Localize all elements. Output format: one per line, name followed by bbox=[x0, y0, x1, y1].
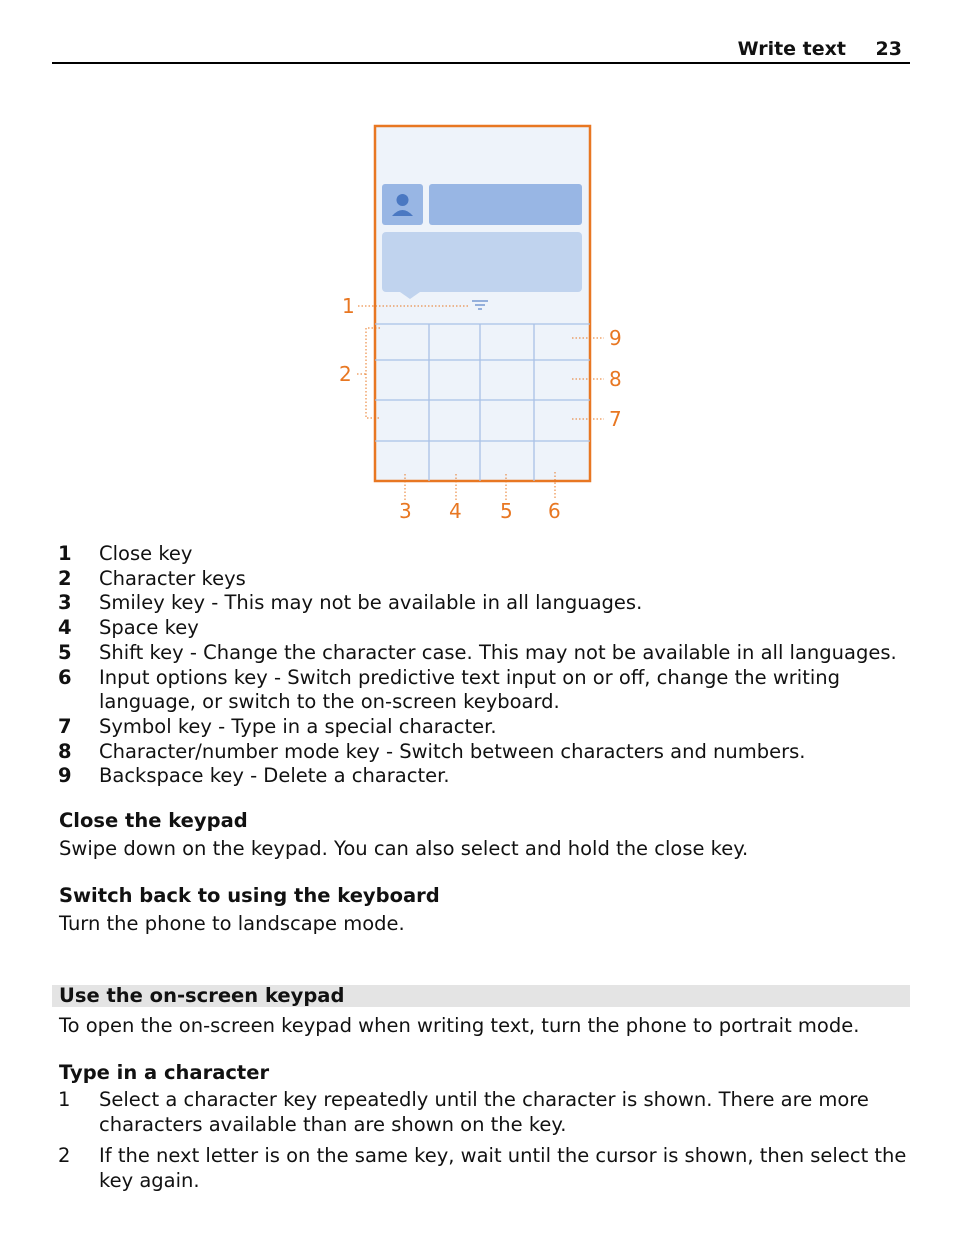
legend-text: Character keys bbox=[99, 566, 246, 590]
callout-7: 7 bbox=[609, 407, 622, 431]
legend-item bbox=[58, 567, 918, 592]
step-item bbox=[58, 1088, 918, 1137]
legend-item bbox=[58, 666, 918, 715]
legend-num: 8 bbox=[58, 739, 72, 763]
legend-num: 7 bbox=[58, 714, 72, 738]
legend-text: Close key bbox=[99, 542, 193, 565]
phone-frame bbox=[375, 126, 590, 481]
page-header bbox=[52, 36, 910, 64]
message-bubble bbox=[382, 232, 582, 292]
onscreen-keypad-intro bbox=[59, 1014, 859, 1038]
legend-num: 6 bbox=[58, 665, 72, 689]
contact-head bbox=[397, 194, 409, 206]
callout-1: 1 bbox=[342, 294, 355, 318]
section-title: Use the on-screen keypad bbox=[59, 984, 345, 1007]
switch-back-section bbox=[59, 884, 440, 936]
legend-text: Shift key - Change the character case. This may not be available in all languages. bbox=[99, 640, 897, 664]
legend-text: Backspace key - Delete a character. bbox=[99, 764, 450, 788]
legend-item bbox=[58, 591, 918, 616]
legend-item bbox=[58, 715, 918, 740]
section-body: Turn the phone to landscape mode. bbox=[59, 912, 405, 935]
section-body: Swipe down on the keypad. You can also select and hold the close key. bbox=[59, 837, 749, 860]
callout-6: 6 bbox=[548, 499, 561, 523]
legend-item bbox=[58, 641, 918, 666]
legend-num: 1 bbox=[58, 542, 72, 565]
step-text: Select a character key repeatedly until the character is shown. There are more characters available than are shown on the key. bbox=[99, 1088, 869, 1136]
legend-text: Input options key - Switch predictive text input on or off, change the writing language, or switch to the on-screen keyboard. bbox=[99, 665, 841, 714]
section-heading: Close the keypad bbox=[59, 809, 248, 832]
callout-3: 3 bbox=[399, 499, 412, 523]
page-number: 23 bbox=[875, 38, 902, 60]
callout-9: 9 bbox=[609, 326, 622, 350]
callout-8: 8 bbox=[609, 367, 622, 391]
legend-num: 4 bbox=[58, 616, 72, 640]
legend-text: Symbol key - Type in a special character. bbox=[99, 714, 497, 738]
callout-4: 4 bbox=[449, 499, 462, 523]
legend-num: 2 bbox=[58, 566, 72, 590]
legend-num: 5 bbox=[58, 640, 72, 664]
type-char-heading-wrap bbox=[59, 1061, 269, 1085]
step-text: If the next letter is on the same key, wait until the cursor is shown, then select the key again. bbox=[99, 1144, 907, 1192]
step-num: 2 bbox=[58, 1144, 71, 1167]
legend-text: Character/number mode key - Switch between characters and numbers. bbox=[99, 739, 806, 763]
legend-item bbox=[58, 542, 918, 567]
recipient-field bbox=[429, 184, 582, 225]
callout-5: 5 bbox=[500, 499, 513, 523]
legend-text: Space key bbox=[99, 616, 199, 640]
legend-num: 9 bbox=[58, 764, 72, 788]
keypad-figure bbox=[330, 118, 630, 532]
section-heading: Switch back to using the keyboard bbox=[59, 884, 440, 907]
section-heading: Type in a character bbox=[59, 1061, 270, 1084]
key-legend bbox=[58, 542, 918, 789]
keypad-illustration bbox=[330, 118, 630, 532]
callout-2: 2 bbox=[339, 362, 352, 386]
section-body: To open the on-screen keypad when writing text, turn the phone to portrait mode. bbox=[59, 1014, 860, 1037]
type-char-steps bbox=[58, 1088, 918, 1200]
legend-item bbox=[58, 740, 918, 765]
legend-text: Smiley key - This may not be available in all languages. bbox=[99, 591, 643, 615]
header-title: Write text bbox=[737, 38, 846, 60]
legend-item bbox=[58, 616, 918, 641]
legend-item bbox=[58, 764, 918, 789]
onscreen-keypad-title-bar bbox=[52, 985, 910, 1007]
close-keypad-section bbox=[59, 809, 748, 861]
step-item bbox=[58, 1144, 918, 1193]
legend-num: 3 bbox=[58, 591, 72, 615]
step-num: 1 bbox=[58, 1088, 71, 1111]
